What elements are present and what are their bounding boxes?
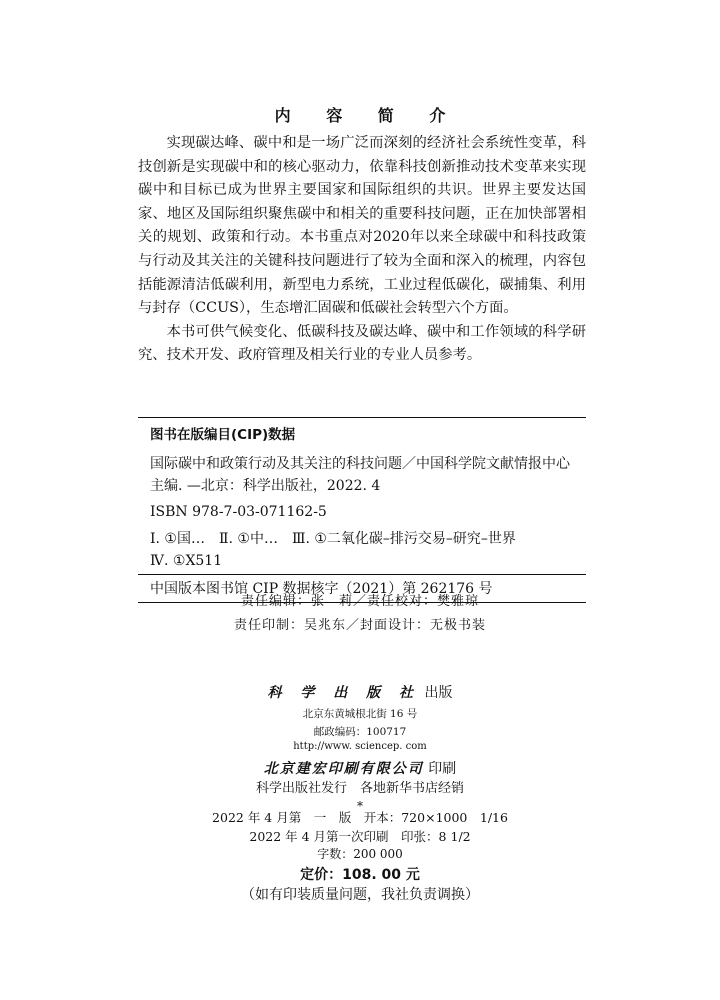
printer-name: 北京建宏印刷有限公司 bbox=[263, 761, 424, 777]
cip-record-number: 中国版本图书馆 CIP 数据核字（2021）第 262176 号 bbox=[138, 574, 586, 600]
printer-line bbox=[0, 758, 720, 778]
distribution-line: 科学出版社发行 各地新华书店经销 bbox=[255, 781, 464, 796]
edition-line: 2022 年 4 月第 一 版 开本：720×1000 1/16 bbox=[212, 810, 508, 825]
publisher-role: 出版 bbox=[424, 685, 453, 701]
summary-body bbox=[138, 132, 586, 368]
summary-paragraph: 本书可供气候变化、低碳科技及碳达峰、碳中和工作领域的科学研究、技术开发、政府管理及相关行业的专业人员参考。 bbox=[138, 323, 586, 364]
cip-heading: 图书在版编目(CIP)数据 bbox=[150, 427, 296, 443]
cip-class-3: Ⅲ. ①二氧化碳–排污交易–研究–世界 bbox=[291, 531, 516, 547]
cip-classification bbox=[138, 528, 586, 572]
publisher-name: 科 学 出 版 社 bbox=[267, 685, 421, 701]
summary-paragraph: 实现碳达峰、碳中和是一场广泛而深刻的经济社会系统性变革，科技创新是实现碳中和的核心驱动力，依靠科技创新推动技术变革来实现碳中和目标已成为世界主要国家和国际组织的共识。世界主要发达国家、地区及国际组织聚焦碳中和相关的重要科技问题，正在加快部署相关的规划、政策和行动。本书重点对2020年以来全球碳中和科技政策与行动及其关注的关键科技问题进行了较为全面和深入的梳理，内容包括能源清洁低碳利用，新型电力系统，工业过程低碳化，碳捕集、利用与封存（CCUS），生态增汇固碳和低碳社会转型六个方面。 bbox=[138, 135, 586, 317]
cip-entry: 国际碳中和政策行动及其关注的科技问题／中国科学院文献情报中心主编. —北京：科学出版社，2022. 4 bbox=[150, 456, 570, 494]
price-value: 108. 00 元 bbox=[342, 867, 420, 883]
word-count: 字数：200 000 bbox=[317, 847, 403, 861]
price-line bbox=[0, 864, 720, 884]
publisher-line bbox=[0, 682, 720, 702]
cip-class-4: Ⅳ. ①X511 bbox=[150, 553, 223, 569]
production-credits: 责任印制：吴兆东／封面设计：无极书装 bbox=[233, 618, 486, 633]
cip-class-2: Ⅱ. ①中… bbox=[218, 531, 278, 547]
cip-isbn: ISBN 978-7-03-071162-5 bbox=[150, 504, 327, 520]
print-line: 2022 年 4 月第一次印刷 印张：8 1/2 bbox=[249, 829, 471, 844]
publisher-postcode: 邮政编码：100717 bbox=[313, 726, 407, 738]
publisher-url: http://www. sciencep. com bbox=[293, 741, 427, 752]
price-label: 定价： bbox=[300, 867, 343, 883]
cip-class-1: Ⅰ. ①国… bbox=[150, 531, 205, 547]
cip-data-block bbox=[138, 417, 586, 603]
separator-star: * bbox=[357, 799, 363, 813]
quality-notice: （如有印装质量问题，我社负责调换） bbox=[241, 887, 479, 903]
editor-credits: 责任编辑：张 莉／责任校对：樊雅琼 bbox=[240, 594, 479, 609]
publisher-address: 北京东黄城根北街 16 号 bbox=[302, 708, 418, 720]
printer-role: 印刷 bbox=[428, 761, 457, 777]
summary-title: 内 容 简 介 bbox=[274, 106, 461, 125]
